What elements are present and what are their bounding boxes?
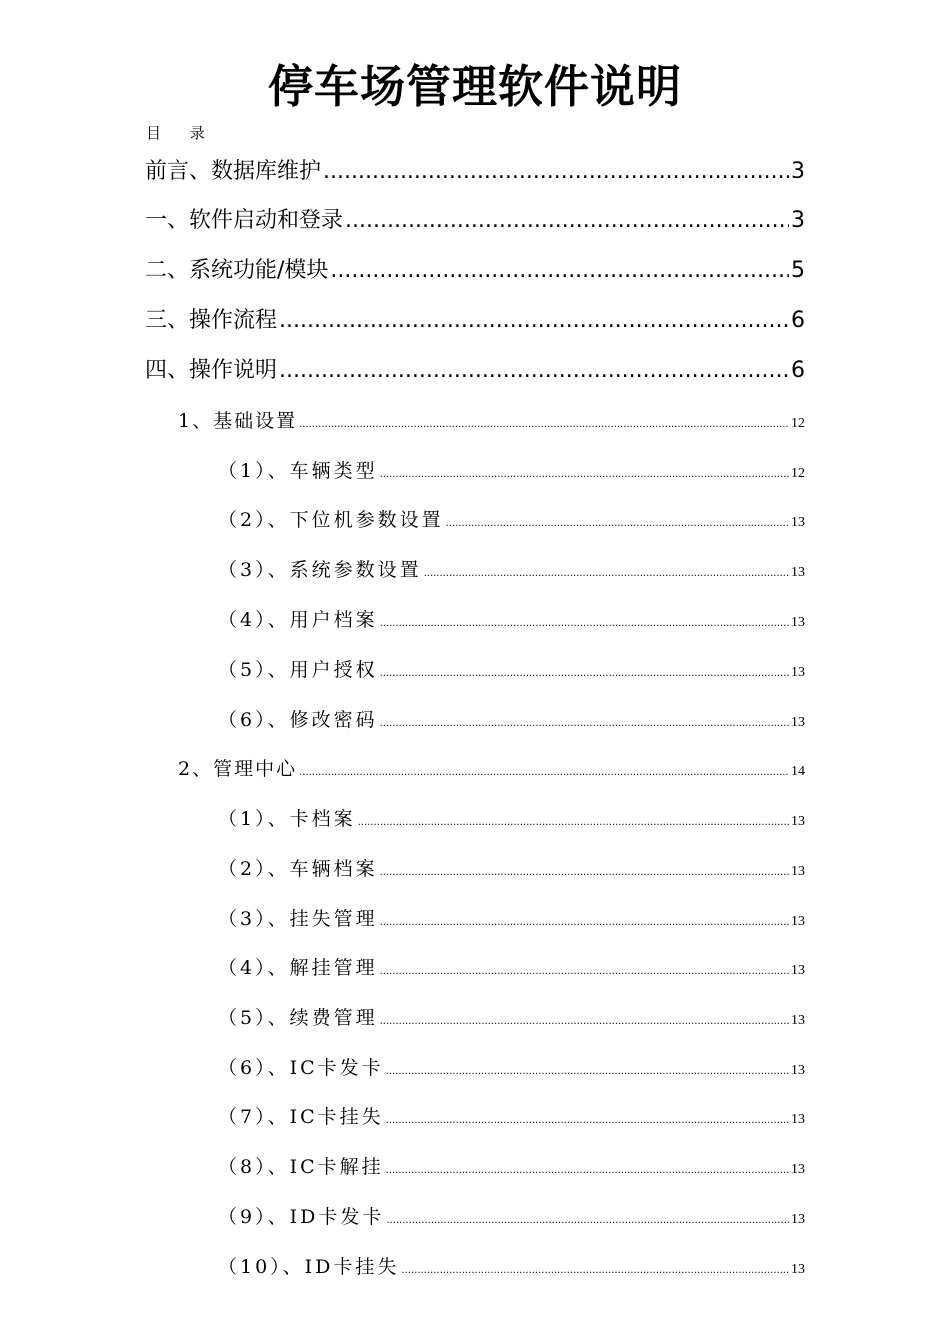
- toc-entry[interactable]: [218, 856, 805, 882]
- toc-entry[interactable]: [218, 707, 805, 733]
- toc-entry[interactable]: [145, 256, 805, 286]
- toc-entry[interactable]: [218, 557, 805, 583]
- toc-entry-page: 13: [791, 615, 805, 630]
- toc-dot-leader: [380, 860, 789, 886]
- toc-dot-leader: [386, 1059, 789, 1085]
- toc-entry-label: 四、操作说明: [145, 358, 278, 383]
- toc-entry[interactable]: [218, 607, 805, 633]
- toc-entry-page: 13: [791, 715, 805, 730]
- toc-dot-leader: [386, 1158, 789, 1184]
- toc-entry-page: 13: [791, 515, 805, 530]
- toc-entry-label: （9）、ID卡发卡: [218, 1206, 385, 1228]
- toc-entry-label: 1、基础设置: [178, 410, 298, 432]
- toc-entry-label: （3）、挂失管理: [218, 908, 378, 930]
- toc-dot-leader: [330, 256, 789, 286]
- toc-entry-label: （6）、IC卡发卡: [218, 1057, 384, 1079]
- toc-entry-page: 13: [791, 1013, 805, 1028]
- toc-entry-page: 12: [791, 416, 805, 431]
- toc-entry[interactable]: [218, 458, 805, 484]
- toc-entry[interactable]: [218, 1154, 805, 1180]
- toc-entry-label: （6）、修改密码: [218, 709, 378, 731]
- toc-dot-leader: [386, 1108, 789, 1134]
- toc-entry-page: 13: [791, 1162, 805, 1177]
- toc-entry-label: 三、操作流程: [145, 308, 278, 333]
- toc-entry-label: 一、软件启动和登录: [145, 208, 344, 233]
- toc-entry[interactable]: [178, 756, 805, 782]
- toc-entry-label: （2）、车辆档案: [218, 858, 378, 880]
- toc-entry-page: 13: [791, 1262, 805, 1277]
- toc-entry-page: 12: [791, 466, 805, 481]
- toc-entry-label: 二、系统功能/模块: [145, 258, 329, 283]
- toc-entry-label: （1）、车辆类型: [218, 460, 378, 482]
- toc-entry-page: 13: [791, 814, 805, 829]
- toc-dot-leader: [299, 760, 789, 786]
- toc-entry-label: （4）、解挂管理: [218, 957, 378, 979]
- toc-entry-page: 3: [791, 208, 805, 233]
- toc-entry-label: （7）、IC卡挂失: [218, 1106, 384, 1128]
- toc-entry-page: 13: [791, 914, 805, 929]
- toc-entry-label: 2、管理中心: [178, 758, 298, 780]
- toc-entry-page: 13: [791, 1212, 805, 1227]
- toc-dot-leader: [358, 810, 789, 836]
- toc-dot-leader: [380, 910, 789, 936]
- toc-entry-page: 13: [791, 963, 805, 978]
- toc-dot-leader: [380, 462, 789, 488]
- toc-entry[interactable]: [218, 1204, 805, 1230]
- toc-entry-page: 13: [791, 1063, 805, 1078]
- toc-entry-page: 13: [791, 1112, 805, 1127]
- toc-dot-leader: [380, 1009, 789, 1035]
- toc-entry[interactable]: [218, 507, 805, 533]
- toc-entry-page: 13: [791, 665, 805, 680]
- toc-dot-leader: [386, 1208, 789, 1234]
- toc-dot-leader: [299, 412, 789, 438]
- toc-entry[interactable]: [218, 1104, 805, 1130]
- toc-entry[interactable]: [178, 408, 805, 434]
- toc-entry-label: （5）、续费管理: [218, 1007, 378, 1029]
- toc-dot-leader: [345, 206, 789, 236]
- toc-entry-label: （8）、IC卡解挂: [218, 1156, 384, 1178]
- toc-entry[interactable]: [218, 1005, 805, 1031]
- toc-entry-page: 3: [791, 159, 805, 184]
- toc-entry[interactable]: [145, 206, 805, 236]
- toc-entry-label: （4）、用户档案: [218, 609, 378, 631]
- toc-entry-label: 前言、数据库维护: [145, 159, 322, 184]
- toc-dot-leader: [279, 356, 789, 386]
- toc-dot-leader: [380, 711, 789, 737]
- toc-entry[interactable]: [218, 1055, 805, 1081]
- toc-entry-page: 14: [791, 764, 805, 779]
- toc-entry[interactable]: [145, 306, 805, 336]
- toc-entry-page: 5: [791, 258, 805, 283]
- toc-entry-label: （1）、卡档案: [218, 808, 356, 830]
- toc-entry-label: （5）、用户授权: [218, 659, 378, 681]
- toc-entry-label: （3）、系统参数设置: [218, 559, 422, 581]
- toc-entry-page: 13: [791, 565, 805, 580]
- toc-dot-leader: [380, 959, 789, 985]
- toc-entry[interactable]: [218, 1254, 805, 1280]
- toc-dot-leader: [279, 306, 789, 336]
- toc-entry[interactable]: [218, 657, 805, 683]
- toc-dot-leader: [380, 661, 789, 687]
- toc-entry[interactable]: [218, 955, 805, 981]
- toc-entry[interactable]: [218, 806, 805, 832]
- toc-dot-leader: [380, 611, 789, 637]
- toc-dot-leader: [424, 561, 789, 587]
- toc-dot-leader: [401, 1258, 789, 1284]
- toc-heading: 目 录: [146, 124, 217, 142]
- toc-entry-page: 6: [791, 358, 805, 383]
- toc-entry-label: （10）、ID卡挂失: [218, 1256, 400, 1278]
- toc-entry[interactable]: [145, 157, 805, 187]
- toc-entry-page: 13: [791, 864, 805, 879]
- toc-entry[interactable]: [145, 356, 805, 386]
- toc-dot-leader: [323, 157, 789, 187]
- toc-dot-leader: [446, 511, 789, 537]
- document-title: 停车场管理软件说明: [267, 60, 682, 113]
- toc-entry-label: （2）、下位机参数设置: [218, 509, 444, 531]
- toc-entry-page: 6: [791, 308, 805, 333]
- toc-entry[interactable]: [218, 906, 805, 932]
